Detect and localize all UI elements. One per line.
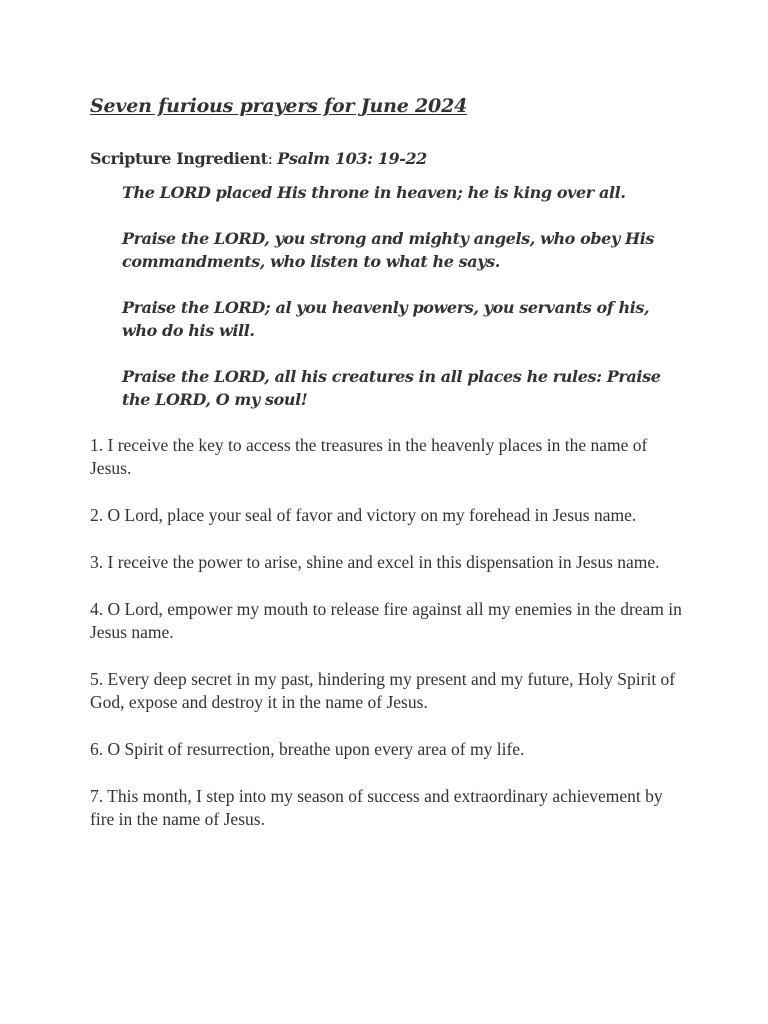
prayer-item-5: 5. Every deep secret in my past, hindering my present and my future, Holy Spirit of God, expose and destroy it in the name of Jesus.	[90, 669, 676, 712]
page-title: Seven furious prayers for June 2024	[90, 95, 468, 117]
scripture-line	[90, 147, 690, 171]
prayer-list	[90, 434, 690, 831]
document-page	[90, 92, 690, 855]
prayer-item-6: 6. O Spirit of resurrection, breathe upon every area of my life.	[90, 739, 525, 759]
prayer-item-1: 1. I receive the key to access the treasures in the heavenly places in the name of Jesus.	[90, 435, 648, 478]
scripture-reference: Psalm 103: 19-22	[277, 149, 427, 168]
scripture-label: Scripture Ingredient	[90, 149, 268, 168]
verse-1: The LORD placed His throne in heaven; he is king over all.	[122, 183, 626, 202]
verse-2: Praise the LORD, you strong and mighty angels, who obey His commandments, who listen to what he says.	[122, 229, 655, 271]
prayer-item-3: 3. I receive the power to arise, shine and excel in this dispensation in Jesus name.	[90, 552, 660, 572]
prayer-item-2: 2. O Lord, place your seal of favor and victory on my forehead in Jesus name.	[90, 505, 637, 525]
prayer-item-4: 4. O Lord, empower my mouth to release fire against all my enemies in the dream in Jesus name.	[90, 599, 682, 642]
scripture-separator: :	[267, 149, 278, 168]
prayer-item-7: 7. This month, I step into my season of success and extraordinary achievement by fire in the name of Jesus.	[90, 786, 663, 829]
scripture-verses	[122, 181, 682, 411]
verse-4: Praise the LORD, all his creatures in all places he rules: Praise the LORD, O my soul!	[122, 367, 661, 409]
verse-3: Praise the LORD; al you heavenly powers, you servants of his, who do his will.	[122, 298, 650, 340]
